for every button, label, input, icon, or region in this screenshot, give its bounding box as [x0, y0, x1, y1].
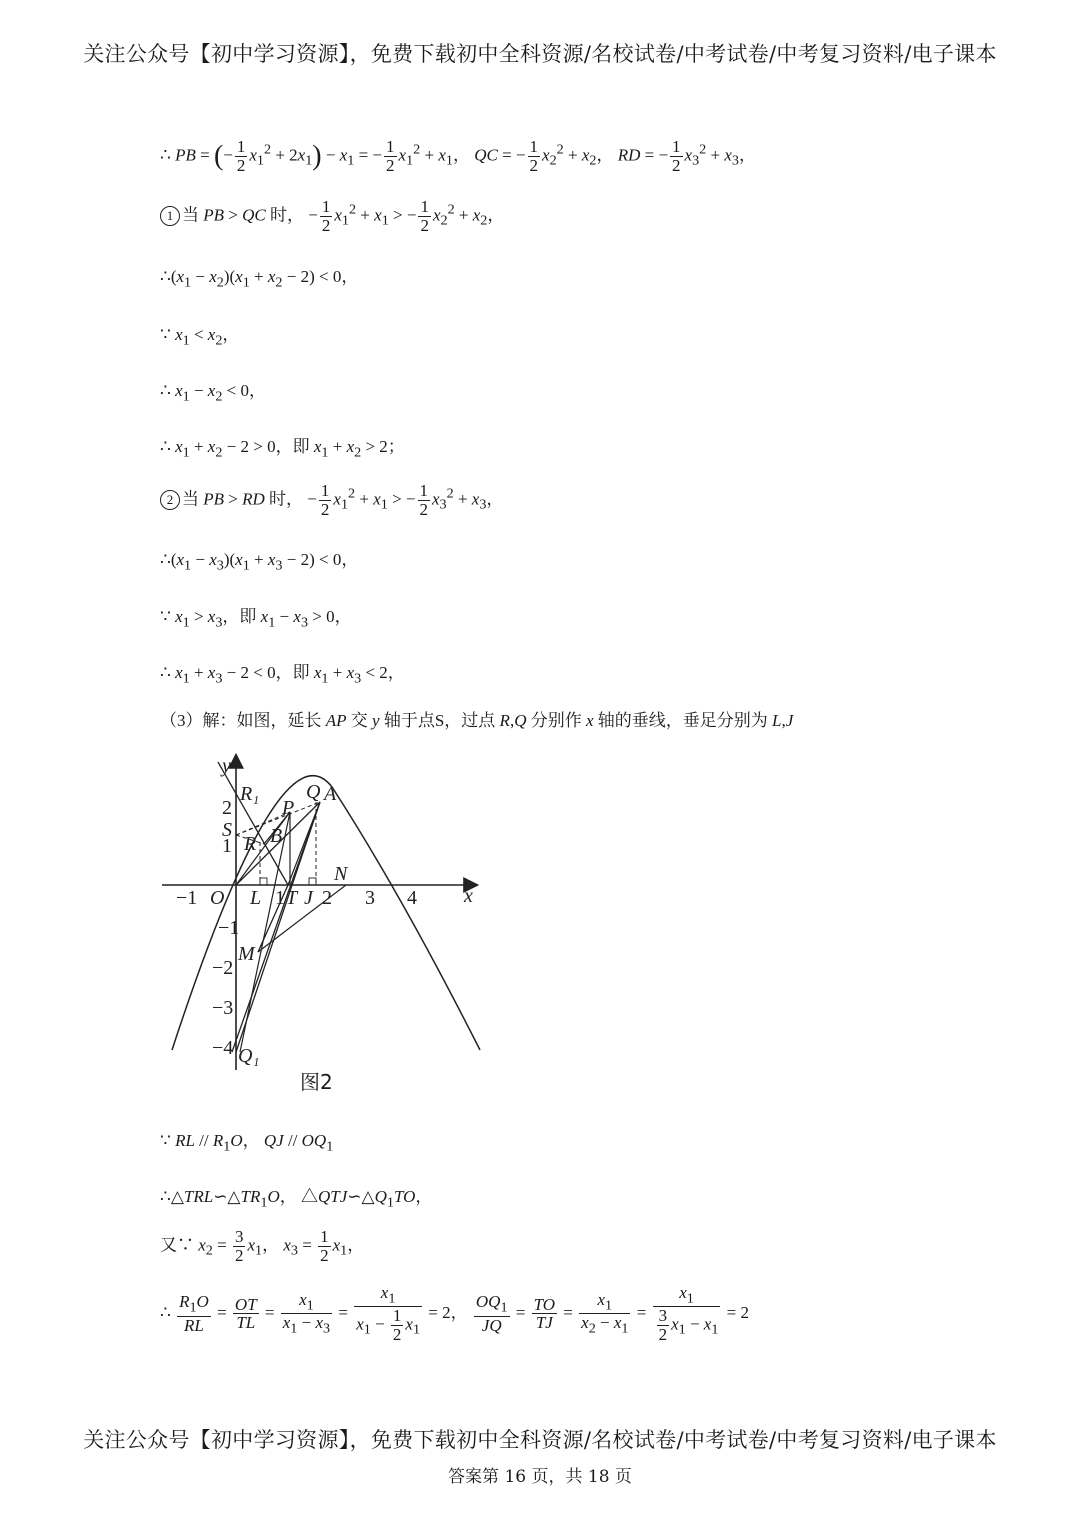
- tick-y-neg1: −1: [218, 917, 240, 939]
- label-j: J: [304, 887, 313, 909]
- label-a: A: [324, 783, 337, 805]
- label-y-axis: y: [222, 755, 231, 777]
- label-q1: Q₁: [238, 1045, 260, 1067]
- line-5: ∴ $x_1 - x_2 < 0$，: [160, 381, 267, 405]
- label-o: O: [210, 887, 225, 909]
- tick-x-neg1: −1: [176, 887, 198, 909]
- tick-y-1: 1: [222, 835, 232, 857]
- line-case-1: 1 当 PB > QC 时， − $\frac{1}{2}$ $x_1^2 + x_1$ > − $\frac{1}{2}$ $x_2^2 + x_2$，: [160, 198, 504, 235]
- tick-x-2: 2: [322, 887, 332, 909]
- tick-x-3: 3: [365, 887, 375, 909]
- label-n: N: [334, 863, 348, 885]
- tick-y-neg3: −3: [212, 997, 234, 1019]
- line-parallel: ∵ RL // $R_1O$， QJ // $OQ_1$: [160, 1131, 334, 1155]
- tick-x-4: 4: [407, 887, 417, 909]
- figure-graph: [160, 752, 490, 1072]
- line-pb-qc-rd: ∴ PB = (− $\frac{1}{2}$ $x_1^2 + 2x_1) - x_1$ = − $\frac{1}{2}$ $x_1^2 + x_1$， QC = − $\frac{1}{2}$ $x_2^2 + x_2$， RD = − $\frac{1}{2}$ $x_3^2 + x_3$，: [160, 137, 756, 175]
- label-q: Q: [306, 781, 321, 803]
- label-r1: R₁: [240, 783, 260, 805]
- line-3: $\therefore(x_1 - x_2)(x_1 + x_2 - 2) < 0$，: [160, 267, 359, 291]
- line-4: ∵ $x_1 < x_2$，: [160, 325, 240, 349]
- label-r: R: [244, 833, 257, 855]
- line-m-n: [258, 885, 346, 952]
- bottom-banner: 关注公众号【初中学习资源】，免费下载初中全科资源/名校试卷/中考试卷/中考复习资料/电子课本: [83, 1428, 997, 1452]
- line-similar: $\therefore\triangle TRL∽\triangle TR_1O$， $\triangle QTJ∽\triangle Q_1TO$，: [160, 1187, 433, 1211]
- top-banner: 关注公众号【初中学习资源】，免费下载初中全科资源/名校试卷/中考试卷/中考复习资料/电子课本: [83, 42, 997, 66]
- right-angle-l: [260, 878, 267, 885]
- line-given: 又∵ $x_2$ = $\frac{3}{2}$ $x_1$， $x_3$ = $\frac{1}{2}$ $x_1$，: [160, 1227, 365, 1265]
- line-ratio: ∴ $\frac{R_1O}{RL}$ = $\frac{OT}{TL}$ = $\frac{x_1}{x_1 - x_3}$ = $x_1$ $x_1$ − $\frac{1}{2}$ $x_1$ = 2， $\frac{OQ_1}{JQ}$ = $\frac{TO}{TJ}$ = $\frac{x_1}{x_2 - x_1}$ = $x_1$ $\frac{3}{2}$ $x_1 - x_1$ = 2: [160, 1283, 750, 1345]
- label-p: P: [282, 797, 295, 819]
- line-part-3: （3）解：如图，延长 AP 交 y 轴于点S，过点 R,Q 分别作 x 轴的垂线，垂足分别为 L,J: [160, 711, 794, 730]
- right-angle-j: [309, 878, 316, 885]
- tick-y-neg2: −2: [212, 957, 234, 979]
- line-10: ∴ $x_1 + x_3 - 2 < 0$，即 $x_1 + x_3 < 2$，: [160, 663, 405, 687]
- tick-x-1: 1: [275, 887, 285, 909]
- line-8: $\therefore(x_1 - x_3)(x_1 + x_3 - 2) < 0$，: [160, 550, 359, 574]
- figure-caption: 图2: [300, 1070, 333, 1094]
- tick-y-2: 2: [222, 797, 232, 819]
- label-x-axis: x: [464, 885, 473, 907]
- label-l: L: [250, 887, 262, 909]
- label-t: T: [286, 887, 298, 909]
- line-case-2: 2 当 PB > RD 时， − $\frac{1}{2}$ $x_1^2 + x_1$ > − $\frac{1}{2}$ $x_3^2 + x_3$，: [160, 482, 503, 519]
- label-b: B: [270, 825, 283, 847]
- label-s: S: [222, 819, 232, 841]
- tick-y-neg4: −4: [212, 1037, 234, 1059]
- page-number: 答案第 16 页，共 18 页: [448, 1467, 632, 1487]
- line-9: ∵ $x_1 > x_3$，即 $x_1 - x_3 > 0$，: [160, 607, 352, 631]
- label-m: M: [238, 943, 255, 965]
- line-6: ∴ $x_1 + x_2 - 2 > 0$，即 $x_1 + x_2 > 2$；: [160, 437, 405, 461]
